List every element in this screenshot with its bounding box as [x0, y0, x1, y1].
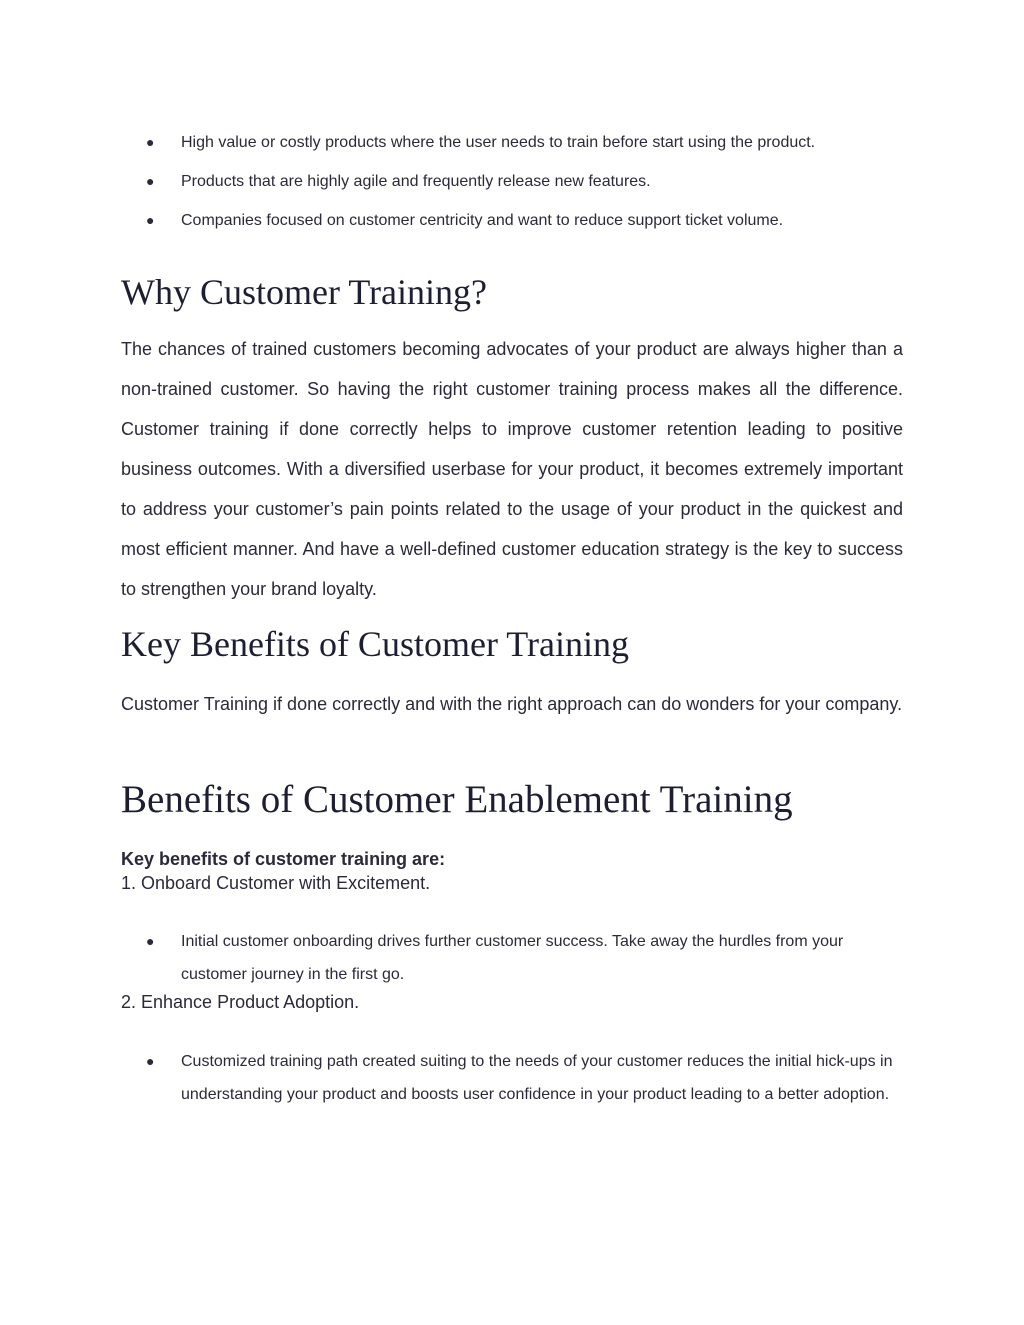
benefit-bullet-list — [0, 925, 1024, 991]
key-benefits-subheading: Key benefits of customer training are: — [121, 849, 446, 869]
bullet-icon: ● — [146, 212, 155, 228]
list-item — [0, 204, 1024, 237]
bullet-icon: ● — [146, 134, 155, 150]
bullet-text: Companies focused on customer centricity and want to reduce support ticket volume. — [181, 212, 784, 229]
bullet-icon: ● — [146, 173, 155, 189]
key-benefits-heading: Key Benefits of Customer Training — [121, 624, 629, 664]
bullet-text: Products that are highly agile and frequently release new features. — [181, 173, 651, 190]
list-item — [0, 126, 1024, 159]
bullet-text: High value or costly products where the user needs to train before start using the product. — [181, 134, 816, 151]
why-paragraph: The chances of trained customers becoming advocates of your product are always higher than a non-trained customer. So having the right customer training process makes all the difference. Customer training if done correctly helps to improve customer retention leading to positive business outcomes. With a diversified userbase for your product, it becomes extremely important to address your customer’s pain points related to the usage of your product in the quickest and most efficient manner. And have a well-defined customer education strategy is the key to success to strengthen your brand loyalty. — [121, 339, 903, 599]
bullet-icon: ● — [146, 1053, 155, 1069]
why-heading: Why Customer Training? — [121, 272, 487, 312]
bullet-text: Customized training path created suiting to the needs of your customer reduces the initial hick-ups in understanding your product and boosts user confidence in your product leading to a better adoption. — [181, 1053, 893, 1103]
list-item — [0, 925, 1024, 991]
enablement-heading: Benefits of Customer Enablement Training — [121, 778, 793, 821]
list-item — [0, 165, 1024, 198]
benefit-title: 2. Enhance Product Adoption. — [121, 992, 360, 1012]
bullet-text: Initial customer onboarding drives further customer success. Take away the hurdles from your customer journey in the first go. — [181, 933, 844, 983]
key-benefits-paragraph: Customer Training if done correctly and with the right approach can do wonders for your company. — [121, 694, 903, 714]
intro-bullet-list — [0, 126, 1024, 237]
benefit-title: 1. Onboard Customer with Excitement. — [121, 873, 431, 893]
benefit-bullet-list — [0, 1045, 1024, 1111]
list-item — [0, 1045, 1024, 1111]
bullet-icon: ● — [146, 933, 155, 949]
